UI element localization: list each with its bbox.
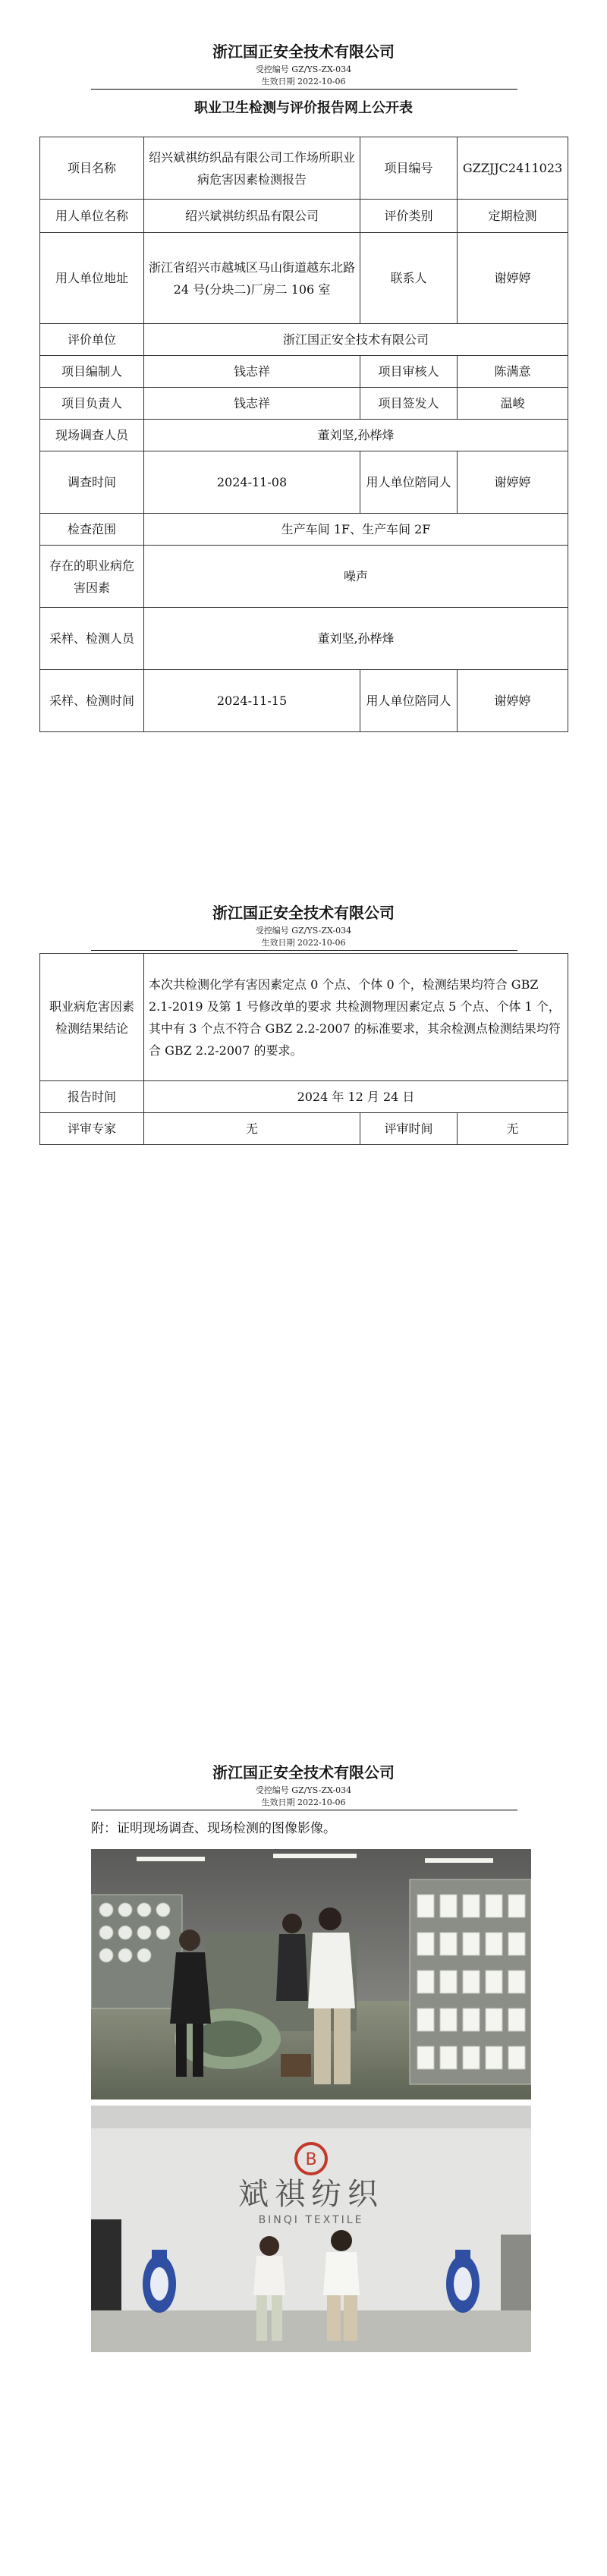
value-project-name: 绍兴斌祺纺织品有限公司工作场所职业病危害因素检测报告 [144,137,360,200]
value-hazards: 噪声 [144,546,568,608]
label-sample-time: 采样、检测时间 [40,670,144,732]
label-contact: 联系人 [360,233,458,324]
label-escort: 用人单位陪同人 [360,451,458,514]
label-reviewer: 项目审核人 [360,356,458,388]
label-survey-time: 调查时间 [40,451,144,514]
header-rule [91,89,517,90]
value-author: 钱志祥 [144,356,360,388]
control-number: 受控编号 GZ/YS-ZX-034 [255,64,352,74]
label-project-no: 项目编号 [360,137,458,200]
value-report-time: 2024 年 12 月 24 日 [144,1081,568,1113]
site-sign-photo [91,2106,531,2352]
company-name: 浙江国正安全技术有限公司 [212,904,395,922]
company-name: 浙江国正安全技术有限公司 [212,42,395,61]
effective-date: 生效日期 2022-10-06 [261,1798,346,1807]
value-escort: 谢婷婷 [458,451,568,514]
value-survey-time: 2024-11-08 [144,451,360,514]
value-eval-unit: 浙江国正安全技术有限公司 [144,324,568,356]
value-escort2: 谢婷婷 [458,670,568,732]
label-lead: 项目负责人 [40,388,144,420]
photo-caption: 附：证明现场调查、现场检测的图像影像。 [91,1821,336,1836]
value-contact: 谢婷婷 [458,233,568,324]
label-scope: 检查范围 [40,514,144,546]
conclusion-table [39,953,568,1145]
control-number: 受控编号 GZ/YS-ZX-034 [255,1785,352,1795]
label-signer: 项目签发人 [360,388,458,420]
site-survey-photo [91,1849,531,2099]
value-conclusion: 本次共检测化学有害因素定点 0 个点、个体 0 个，检测结果均符合 GBZ 2.1-2019 及第 1 号修改单的要求 共检测物理因素定点 5 个点、个体 1 个，其中有 3 个点不符合 GBZ 2.2-2007 的标准要求，其余检测点检测结果均符合 GBZ 2.2-2007 的要求。 [144,954,568,1081]
value-address: 浙江省绍兴市越城区马山街道越东北路 24 号(分块二)厂房二 106 室 [144,233,360,324]
label-hazards: 存在的职业病危害因素 [40,546,144,608]
disclosure-table [39,137,568,732]
label-eval-type: 评价类别 [360,200,458,233]
label-address: 用人单位地址 [40,233,144,324]
value-investigators: 董刘坚,孙桦烽 [144,420,568,451]
label-project-name: 项目名称 [40,137,144,200]
factory-floor-image [91,1849,531,2099]
label-expert: 评审专家 [40,1113,144,1145]
sign-text-en: BINQI TEXTILE [258,2214,364,2226]
sign-text-cn: 斌祺纺织 [238,2177,384,2212]
value-samplers: 董刘坚,孙桦烽 [144,608,568,670]
value-eval-type: 定期检测 [458,200,568,233]
label-review-time: 评审时间 [360,1113,458,1145]
page-title: 职业卫生检测与评价报告网上公开表 [194,100,413,116]
value-sample-time: 2024-11-15 [144,670,360,732]
effective-date: 生效日期 2022-10-06 [261,938,346,948]
label-eval-unit: 评价单位 [40,324,144,356]
sign-logo-mark: B [305,2150,317,2169]
value-reviewer: 陈满意 [458,356,568,388]
value-project-no: GZZJJC2411023 [458,137,568,200]
effective-date: 生效日期 2022-10-06 [261,77,346,86]
company-name: 浙江国正安全技术有限公司 [212,1763,395,1782]
control-number: 受控编号 GZ/YS-ZX-034 [255,926,352,936]
value-employer: 绍兴斌祺纺织品有限公司 [144,200,360,233]
value-lead: 钱志祥 [144,388,360,420]
label-samplers: 采样、检测人员 [40,608,144,670]
value-expert: 无 [144,1113,360,1145]
label-investigators: 现场调查人员 [40,420,144,451]
value-review-time: 无 [458,1113,568,1145]
label-conclusion: 职业病危害因素检测结果结论 [40,954,144,1081]
value-scope: 生产车间 1F、生产车间 2F [144,514,568,546]
label-escort2: 用人单位陪同人 [360,670,458,732]
value-signer: 温峻 [458,388,568,420]
label-report-time: 报告时间 [40,1081,144,1113]
label-employer: 用人单位名称 [40,200,144,233]
header-rule [91,950,517,951]
company-sign-image [91,2106,531,2352]
label-author: 项目编制人 [40,356,144,388]
